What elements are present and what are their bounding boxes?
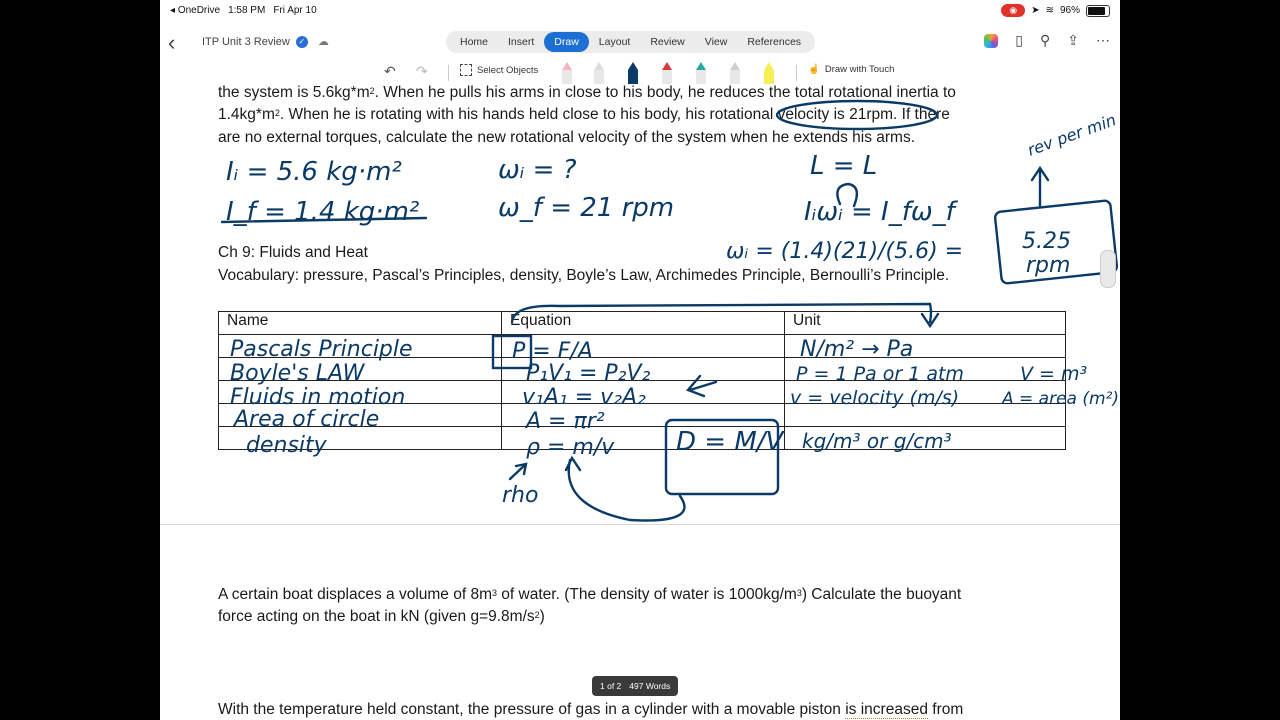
document-canvas[interactable] (160, 86, 1120, 720)
ink-eq-continuity: v₁A₁ = v₂A₂ (522, 385, 646, 410)
ink-row-boyle: Boyle's LAW (230, 361, 365, 386)
search-icon[interactable]: ⚲ (1040, 32, 1051, 48)
pen-tool-teal[interactable] (696, 62, 706, 84)
word-count: 497 Words (629, 681, 671, 691)
problem-line-3: are no external torques, calculate the new rotational velocity of the system when he extends his arms. (218, 129, 916, 146)
redo-icon[interactable]: ↷ (416, 63, 428, 79)
table-row[interactable] (219, 381, 1066, 404)
pen-tool-action[interactable] (594, 62, 604, 84)
toolbar-divider (448, 65, 449, 81)
table-row[interactable] (219, 427, 1066, 450)
ink-answer-box (995, 200, 1118, 284)
status-time: 1:58 PM (228, 5, 266, 16)
tab-layout[interactable]: Layout (598, 36, 631, 48)
ink-unit-density: kg/m³ or g/cm³ (802, 429, 952, 453)
touch-hand-icon: ☝ (808, 64, 820, 75)
highlighter-tool-yellow[interactable] (764, 62, 774, 84)
ink-eq-boyle: P₁V₁ = P₂V₂ (526, 361, 651, 386)
tab-home[interactable]: Home (460, 36, 489, 48)
tab-review[interactable]: Review (650, 36, 685, 48)
ink-l-equals-l: L = L (810, 151, 878, 181)
ink-unit-velocity: v = velocity (m/s) (790, 387, 960, 409)
ink-rho: rho (502, 483, 539, 508)
pen-tool-navy[interactable] (628, 62, 638, 84)
ink-row-density: density (246, 433, 327, 458)
back-to-app-link[interactable]: ◂ OneDrive (170, 5, 221, 16)
tab-view[interactable]: View (704, 36, 728, 48)
select-objects-button[interactable] (460, 64, 538, 76)
ink-momentum-eq: Iᵢωᵢ = I_fω_f (804, 197, 955, 227)
back-chevron-icon[interactable]: ‹ (168, 30, 176, 55)
pen-tool-red[interactable] (662, 62, 672, 84)
vocabulary-line: Vocabulary: pressure, Pascal’s Principles, density, Boyle’s Law, Archimedes Principle, Bernoulli’s Principle. (218, 267, 950, 284)
document-title: ITP Unit 3 Review (202, 35, 290, 48)
tab-insert[interactable]: Insert (508, 36, 535, 48)
ink-row-pascal: Pascals Principle (230, 337, 413, 362)
ink-loop-arrow (569, 460, 685, 521)
table-row[interactable] (219, 335, 1066, 358)
tab-draw[interactable]: Draw (544, 32, 589, 52)
ink-arrow-head (566, 458, 580, 470)
app-header (160, 26, 1120, 58)
chapter-heading: Ch 9: Fluids and Heat (218, 244, 368, 261)
share-icon[interactable]: ⇪ (1067, 32, 1079, 48)
page-break (160, 524, 1120, 525)
question-gas-line-1: With the temperature held constant, the pressure of gas in a cylinder with a movable piston is increased from (218, 701, 964, 718)
equation-table (218, 311, 1066, 450)
ink-answer: 5.25 (1022, 229, 1071, 254)
ink-i-initial: Iᵢ = 5.6 kg·m² (226, 157, 402, 187)
copilot-icon[interactable] (984, 34, 998, 48)
ink-unit-pressure: N/m² → Pa (800, 337, 914, 362)
battery-percent: 96% (1059, 5, 1080, 16)
toolbar-divider (796, 65, 797, 81)
ink-unit-boyle: P = 1 Pa or 1 atm (796, 363, 964, 385)
ink-unit-area: A = area (m²) (1002, 389, 1120, 409)
ink-eq-area: A = πr² (526, 409, 605, 434)
ink-i-final: I_f = 1.4 kg·m² (226, 197, 420, 227)
word-count-pill[interactable] (592, 676, 678, 696)
ink-row-area: Area of circle (234, 407, 380, 432)
page-indicator: 1 of 2 (600, 681, 622, 691)
ink-row-fluids: Fluids in motion (230, 385, 406, 410)
table-row[interactable] (219, 404, 1066, 427)
scroll-handle[interactable] (1100, 250, 1116, 288)
select-objects-label: Select Objects (477, 64, 539, 76)
battery-icon (1086, 5, 1110, 17)
problem-line-1: the system is $5.6kg*m^2$. When he pulls his arms in close to his body, he reduces the total rotational inertia to (218, 84, 956, 101)
status-bar (160, 0, 1120, 22)
ink-omega-calc: ωᵢ = (1.4)(21)/(5.6) = (726, 239, 964, 264)
autosave-icon[interactable]: ☁ (317, 36, 329, 48)
screen-recording-icon[interactable]: ◉ (1001, 4, 1025, 17)
question-boat-line-1: A certain boat displaces a volume of $8m^3$ of water. (The density of water is $1000kg/m^3$) Calculate the buoyant (218, 586, 962, 603)
draw-with-touch-label: Draw with Touch (824, 64, 895, 75)
problem-line-2: $1.4kg*m^2$. When he is rotating with his hands held close to his body, his rotational velocity is 21rpm. If there (218, 106, 950, 123)
table-header-name: Name (219, 312, 502, 335)
document-title-area[interactable] (202, 35, 329, 48)
pen-tool-gray[interactable] (730, 62, 740, 84)
lasso-icon (460, 64, 472, 76)
ink-rev-per-min: rev per min (1024, 110, 1119, 160)
mobile-view-icon[interactable]: ▯ (1015, 32, 1023, 48)
ink-omega-final: ω_f = 21 rpm (498, 193, 675, 223)
location-icon: ➤ (1031, 5, 1040, 16)
ink-omega-initial: ωᵢ = ? (498, 155, 577, 185)
ink-eq-density: ρ = m/v (526, 435, 615, 460)
ink-arrow-rho (510, 464, 526, 479)
table-row[interactable] (219, 358, 1066, 381)
ink-answer-unit: rpm (1026, 253, 1071, 278)
title-dropdown-icon[interactable]: ✓ (296, 36, 308, 48)
table-header-unit: Unit (785, 312, 1066, 335)
ink-underline (222, 218, 426, 222)
ink-arrow-up (1032, 168, 1048, 206)
status-date: Fri Apr 10 (273, 5, 317, 16)
word-app-screen (160, 0, 1120, 720)
more-icon[interactable]: ⋯ (1096, 32, 1110, 48)
ribbon-tabs (446, 31, 815, 53)
ink-eq-d: D = M/V (676, 427, 784, 457)
ink-eq-pressure: P = F/A (512, 339, 593, 364)
draw-with-touch-button[interactable] (808, 64, 894, 75)
ink-circle-omega (837, 184, 857, 206)
pen-tool-pink[interactable] (562, 62, 572, 84)
table-header-equation: Equation (502, 312, 785, 335)
undo-icon[interactable]: ↶ (384, 63, 396, 79)
ink-unit-volume: V = m³ (1020, 363, 1088, 385)
table-header-row (219, 312, 1066, 335)
question-boat-line-2: force acting on the boat in kN (given $g=9.8m/s^2$) (218, 608, 545, 625)
wifi-icon: ≋ (1045, 5, 1054, 16)
tab-references[interactable]: References (747, 36, 802, 48)
